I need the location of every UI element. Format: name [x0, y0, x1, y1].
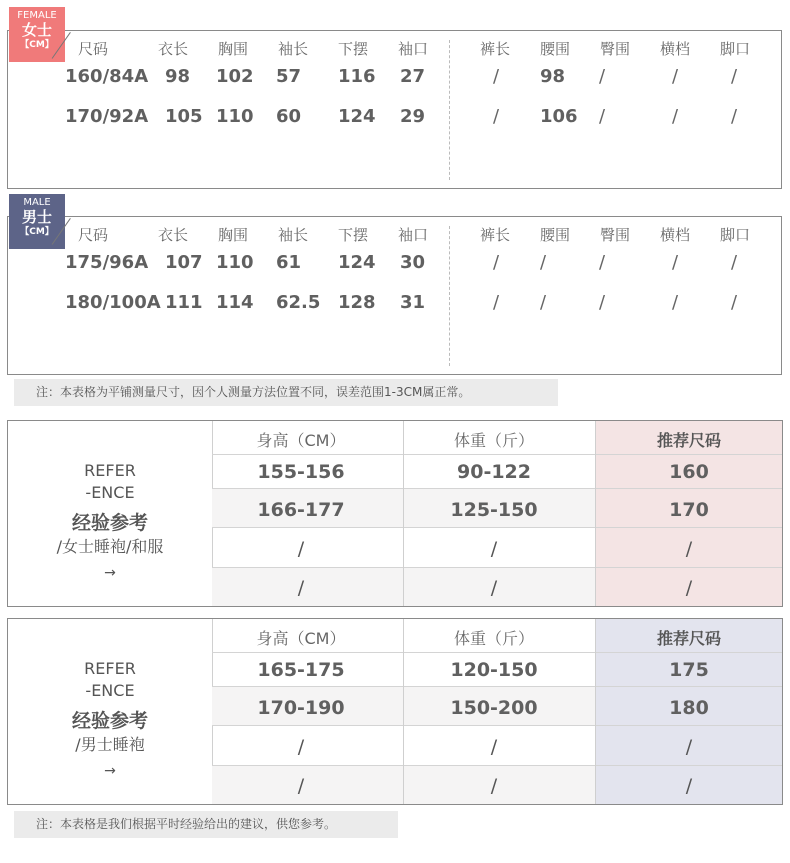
female-size-cell: / — [599, 106, 606, 127]
male-size-header: 脚口 — [720, 226, 751, 244]
male-size-cell: / — [493, 252, 500, 273]
male-size-divider — [449, 226, 450, 366]
female-size-cell: 102 — [216, 66, 254, 87]
female-size-header: 脚口 — [720, 40, 751, 58]
female-reference-row-line — [212, 527, 783, 528]
male-size-cell: / — [731, 252, 738, 273]
male-reference-cell: / — [490, 736, 498, 758]
female-reference-cell: / — [297, 538, 305, 560]
male-size-cell: 114 — [216, 292, 254, 313]
male-size-cell: 124 — [338, 252, 376, 273]
female-size-cell: / — [599, 66, 606, 87]
male-tag-zh: 男士 — [21, 208, 52, 226]
female-reference-row-line — [212, 454, 783, 455]
female-size-header: 胸围 — [218, 40, 249, 58]
male-reference-table — [7, 618, 783, 805]
male-reference-en-2: -ENCE — [85, 681, 135, 700]
female-tag — [9, 7, 65, 62]
male-reference-cell: 180 — [669, 697, 709, 719]
female-size-cell: 60 — [276, 106, 302, 127]
male-reference-en-1: REFER — [84, 659, 136, 678]
female-reference-table — [7, 420, 783, 607]
female-reference-cell: / — [490, 538, 498, 560]
male-reference-cell: / — [685, 775, 693, 797]
male-size-cell: 61 — [276, 252, 302, 273]
male-size-cell: / — [540, 252, 547, 273]
male-size-cell: / — [599, 252, 606, 273]
male-size-cell: / — [599, 292, 606, 313]
female-size-cell: 57 — [276, 66, 302, 87]
male-reference-cell: / — [685, 736, 693, 758]
female-size-cell: / — [672, 66, 679, 87]
female-reference-header: 身高（CM） — [256, 431, 346, 450]
male-size-cell: 128 — [338, 292, 376, 313]
female-reference-header: 推荐尺码 — [656, 431, 721, 450]
female-size-header: 袖口 — [398, 40, 429, 58]
male-size-header: 裤长 — [480, 226, 511, 244]
female-reference-en-1: REFER — [84, 461, 136, 480]
female-size-header: 裤长 — [480, 40, 511, 58]
female-reference-title: 经验参考 — [71, 512, 148, 534]
male-size-header: 袖口 — [398, 226, 429, 244]
male-size-header: 胸围 — [218, 226, 249, 244]
female-reference-cell: / — [685, 538, 693, 560]
male-size-header: 下摆 — [338, 226, 369, 244]
male-size-cell: 107 — [165, 252, 203, 273]
male-reference-sub: /男士睡袍 — [75, 735, 145, 754]
female-size-cell: 98 — [540, 66, 566, 87]
female-size-cell: 124 — [338, 106, 376, 127]
female-reference-en-2: -ENCE — [85, 483, 135, 502]
female-size-cell: 98 — [165, 66, 191, 87]
male-reference-cell: 150-200 — [450, 697, 538, 719]
male-tag — [9, 194, 65, 249]
arrow-right-icon: → — [104, 565, 116, 581]
male-reference-row-line — [212, 652, 783, 653]
male-reference-header: 体重（斤） — [453, 629, 534, 648]
male-reference-row-line — [212, 725, 783, 726]
female-size-cell: 160/84A — [65, 66, 149, 87]
female-reference-cell: 160 — [669, 461, 709, 483]
male-size-cell: 110 — [216, 252, 254, 273]
male-size-header: 横档 — [660, 226, 691, 244]
female-reference-row-line — [212, 488, 783, 489]
male-size-header: 尺码 — [78, 226, 109, 244]
male-size-cell: 111 — [165, 292, 203, 313]
female-size-cell: 116 — [338, 66, 376, 87]
female-size-header: 衣长 — [158, 40, 189, 58]
female-size-cell: / — [672, 106, 679, 127]
male-reference-header: 推荐尺码 — [656, 629, 721, 648]
female-size-header: 袖长 — [278, 40, 309, 58]
male-size-cell: 62.5 — [276, 292, 321, 313]
female-reference-cell: / — [685, 577, 693, 599]
female-reference-row-line — [212, 567, 783, 568]
male-size-header: 袖长 — [278, 226, 309, 244]
male-reference-header: 身高（CM） — [256, 629, 346, 648]
female-size-header: 尺码 — [78, 40, 109, 58]
male-size-cell: / — [672, 252, 679, 273]
male-reference-cell: / — [297, 775, 305, 797]
male-size-cell: 30 — [400, 252, 426, 273]
male-reference-cell: 170-190 — [257, 697, 345, 719]
male-tag-unit: 【CM】 — [20, 227, 54, 237]
male-reference-row-line — [212, 686, 783, 687]
female-size-cell: 105 — [165, 106, 203, 127]
female-reference-cell: / — [490, 577, 498, 599]
female-size-divider — [449, 40, 450, 180]
female-reference-cell: 170 — [669, 499, 709, 521]
male-reference-cell: 165-175 — [257, 659, 345, 681]
male-size-cell: / — [731, 292, 738, 313]
arrow-right-icon: → — [104, 763, 116, 779]
female-size-cell: / — [493, 66, 500, 87]
female-size-header: 腰围 — [540, 40, 571, 58]
female-size-cell: / — [493, 106, 500, 127]
female-reference-sub: /女士睡袍/和服 — [56, 537, 164, 556]
male-reference-title: 经验参考 — [71, 710, 148, 732]
female-reference-header: 体重（斤） — [453, 431, 534, 450]
size-note: 注：本表格为平铺测量尺寸，因个人测量方法位置不同，误差范围1-3CM属正常。 — [14, 379, 558, 406]
female-tag-unit: 【CM】 — [20, 40, 54, 50]
male-size-cell: 180/100A — [65, 292, 161, 313]
female-reference-cell: / — [297, 577, 305, 599]
female-size-cell: 170/92A — [65, 106, 149, 127]
female-reference-label — [8, 421, 213, 606]
female-size-cell: / — [731, 66, 738, 87]
female-size-header: 臀围 — [600, 40, 631, 58]
male-size-header: 腰围 — [540, 226, 571, 244]
female-tag-en: FEMALE — [17, 10, 57, 21]
female-tag-zh: 女士 — [21, 21, 52, 39]
male-size-header: 臀围 — [600, 226, 631, 244]
female-reference-cell: 155-156 — [257, 461, 345, 483]
female-size-cell: 110 — [216, 106, 254, 127]
male-size-cell: / — [672, 292, 679, 313]
male-size-cell: / — [540, 292, 547, 313]
male-reference-label — [8, 619, 213, 804]
male-reference-cell: 120-150 — [450, 659, 538, 681]
male-reference-row-line — [212, 765, 783, 766]
female-reference-cell: 125-150 — [450, 499, 538, 521]
male-size-cell: 31 — [400, 292, 426, 313]
female-size-cell: 29 — [400, 106, 426, 127]
female-size-header: 横档 — [660, 40, 691, 58]
male-size-cell: / — [493, 292, 500, 313]
female-size-cell: 27 — [400, 66, 426, 87]
female-size-cell: / — [731, 106, 738, 127]
male-reference-cell: / — [297, 736, 305, 758]
male-tag-en: MALE — [23, 197, 51, 208]
male-reference-cell: / — [490, 775, 498, 797]
male-size-header: 衣长 — [158, 226, 189, 244]
male-size-cell: 175/96A — [65, 252, 149, 273]
female-size-cell: 106 — [540, 106, 578, 127]
female-size-header: 下摆 — [338, 40, 369, 58]
female-reference-cell: 166-177 — [257, 499, 345, 521]
female-reference-cell: 90-122 — [457, 461, 531, 483]
male-reference-cell: 175 — [669, 659, 709, 681]
reference-note: 注：本表格是我们根据平时经验给出的建议，供您参考。 — [14, 811, 398, 838]
